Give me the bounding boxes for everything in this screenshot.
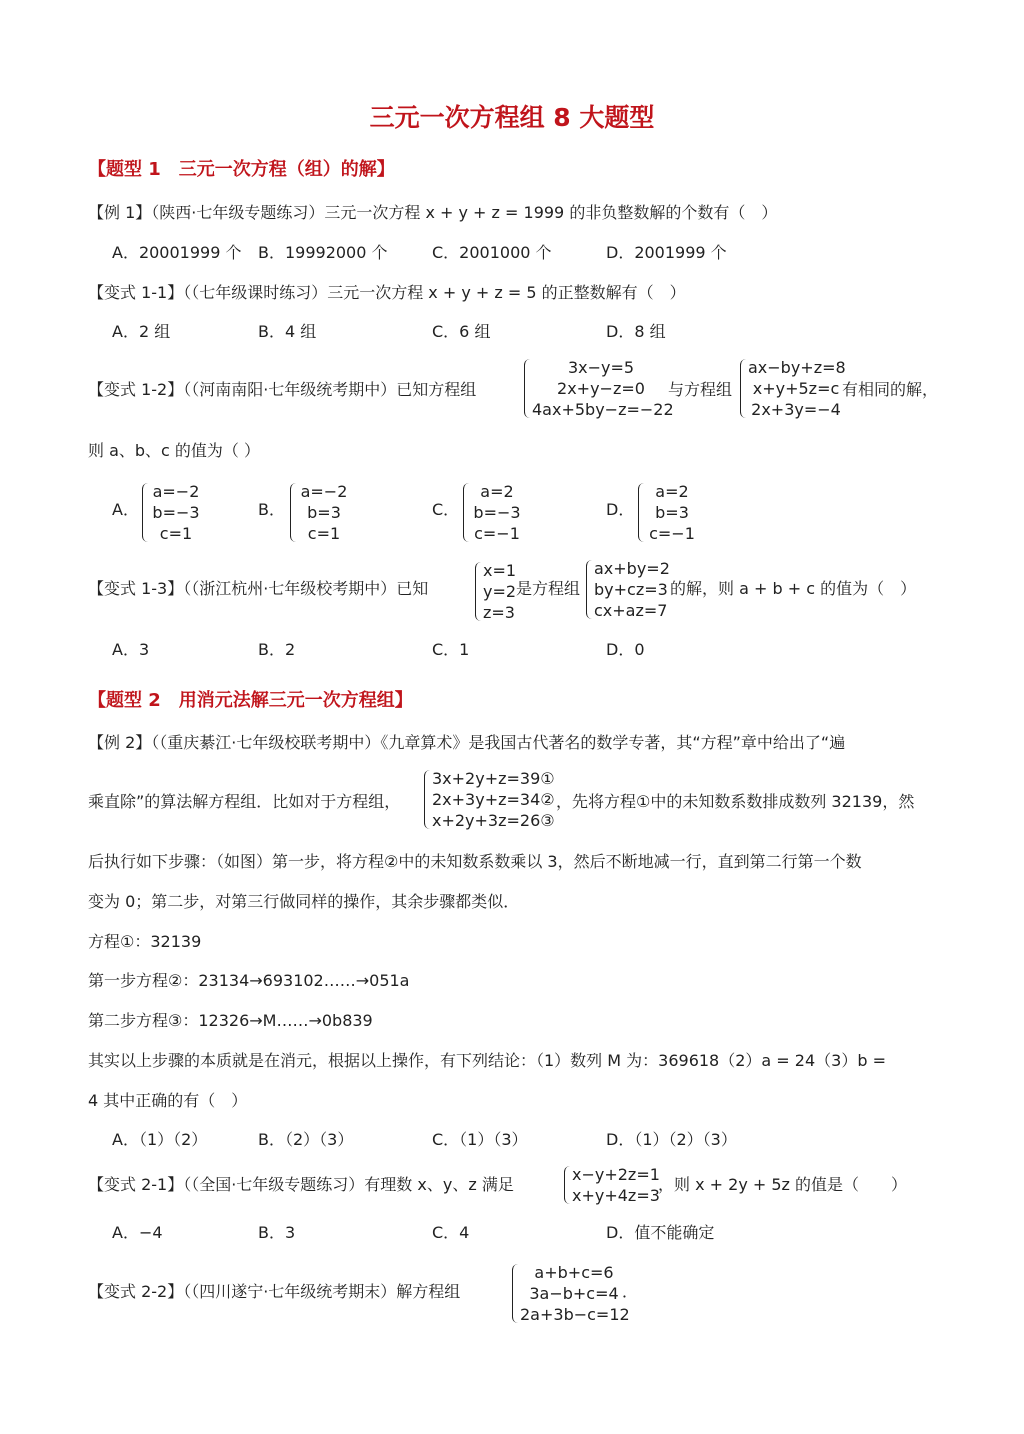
variant-2-1-suffix: ，则 x + 2y + 5z 的值是（ ） — [658, 1175, 908, 1194]
equation: a+b+c=6 — [534, 1263, 614, 1282]
equation: a=2 — [480, 482, 514, 501]
variant-1-3-mid: 是方程组 — [516, 579, 581, 598]
equation-system — [524, 357, 674, 420]
variant-1-3-prefix: 【变式 1-3】（（浙江杭州·七年级校考期中）已知 — [88, 579, 429, 598]
equation: b=−3 — [473, 503, 521, 522]
option-a: A．2 组 — [112, 322, 171, 341]
equation: 4ax+5by−z=−22 — [532, 400, 674, 419]
option-a: A．−4 — [112, 1223, 163, 1242]
example-2-line-1: 【例 2】（（重庆綦江·七年级校联考期中）《九章算术》是我国古代著名的数学专著，其“方程”章中给出了“遍 — [88, 733, 846, 752]
example-2-line-4: 变为 0；第二步，对第三行做同样的操作，其余步骤都类似． — [88, 892, 520, 911]
option-c-label: C． — [432, 500, 460, 519]
option-a-label: A． — [112, 500, 139, 519]
option-c: C．（1）（3） — [432, 1130, 528, 1149]
equation: b=3 — [655, 503, 689, 522]
variant-2-1-prefix: 【变式 2-1】（（全国·七年级专题练习）有理数 x、y、z 满足 — [88, 1175, 514, 1194]
equation: x=1 — [483, 561, 517, 580]
option-c: C．6 组 — [432, 322, 491, 341]
example-2-line-7: 第二步方程③：12326→M……→0b839 — [88, 1011, 373, 1030]
equation: ax+by=2 — [594, 559, 670, 578]
equation: ax−by+z=8 — [748, 358, 846, 377]
equation-system — [424, 768, 562, 831]
equation: by+cz=3 — [594, 580, 668, 599]
equation-system — [740, 357, 844, 420]
option-c-system — [463, 481, 523, 544]
option-b: B．19992000 个 — [258, 243, 388, 262]
equation: b=3 — [307, 503, 341, 522]
page-title: 三元一次方程组 8 大题型 — [369, 103, 655, 132]
variant-1-3-suffix: 的解，则 a + b + c 的值为（ ） — [670, 579, 917, 598]
option-a: A．3 — [112, 640, 150, 659]
equation-system — [564, 1164, 664, 1206]
equation: b=−3 — [152, 503, 200, 522]
equation: 3x−y=5 — [567, 358, 635, 377]
option-b-system — [290, 481, 350, 544]
option-b-label: B． — [258, 500, 285, 519]
equation: 2x+3y=−4 — [751, 400, 841, 419]
example-1-question: 【例 1】（陕西·七年级专题练习）三元一次方程 x + y + z = 1999 的非负整数解的个数有（ ） — [88, 203, 778, 222]
equation: x−y+2z=1 — [572, 1165, 660, 1184]
equation: a=−2 — [152, 482, 200, 501]
equation: 3x+2y+z=39① — [432, 769, 555, 788]
equation: a=−2 — [300, 482, 348, 501]
equation: c=−1 — [474, 524, 520, 543]
option-d: D．（1）（2）（3） — [606, 1130, 737, 1149]
equation: 3a−b+c=4 — [529, 1284, 619, 1303]
equation: z=3 — [483, 603, 515, 622]
variant-1-2-suffix: 有相同的解， — [842, 380, 939, 399]
example-2-line-6: 第一步方程②：23134→693102……→051a — [88, 971, 410, 990]
option-d: D．2001999 个 — [606, 243, 727, 262]
option-b: B．3 — [258, 1223, 296, 1242]
option-a-system — [142, 481, 202, 544]
option-a: A．20001999 个 — [112, 243, 242, 262]
section-1-heading: 【题型 1 三元一次方程（组）的解】 — [88, 159, 395, 180]
equation-system — [586, 558, 676, 621]
variant-2-2-suffix: ． — [622, 1282, 639, 1301]
option-c: C．1 — [432, 640, 470, 659]
equation: y=2 — [483, 582, 517, 601]
equation: cx+az=7 — [594, 601, 668, 620]
option-d-system — [638, 481, 698, 544]
section-2-heading: 【题型 2 用消元法解三元一次方程组】 — [88, 690, 413, 711]
option-d: D．值不能确定 — [606, 1223, 715, 1242]
option-b: B．4 组 — [258, 322, 317, 341]
option-c: C．4 — [432, 1223, 470, 1242]
option-b: B．（2）（3） — [258, 1130, 354, 1149]
equation: c=1 — [159, 524, 193, 543]
option-a: A．（1）（2） — [112, 1130, 208, 1149]
variant-1-2-line2: 则 a、b、c 的值为（ ） — [88, 441, 261, 460]
equation: 2x+3y+z=34② — [432, 790, 555, 809]
equation: c=1 — [307, 524, 341, 543]
equation: a=2 — [655, 482, 689, 501]
equation: x+2y+3z=26③ — [432, 811, 555, 830]
example-2-line-2-prefix: 乘直除”的算法解方程组．比如对于方程组， — [88, 792, 401, 811]
example-2-line-2-suffix: ，先将方程①中的未知数系数排成数列 32139，然 — [556, 792, 915, 811]
equation: x+y+4z=3 — [572, 1186, 660, 1205]
option-c: C．2001000 个 — [432, 243, 552, 262]
variant-1-2-mid: 与方程组 — [668, 380, 733, 399]
option-d-label: D． — [606, 500, 635, 519]
option-d: D．0 — [606, 640, 645, 659]
option-d: D．8 组 — [606, 322, 666, 341]
equation-system — [512, 1262, 628, 1325]
variant-1-1-question: 【变式 1-1】（（七年级课时练习）三元一次方程 x + y + z = 5 的正整数解有（ ） — [88, 283, 686, 302]
equation: c=−1 — [649, 524, 695, 543]
example-2-line-3: 后执行如下步骤：（如图）第一步，将方程②中的未知数系数乘以 3，然后不断地减一行，直到第二行第一个数 — [88, 852, 862, 871]
equation: x+y+5z=c — [752, 379, 840, 398]
example-2-line-9: 4 其中正确的有（ ） — [88, 1091, 248, 1110]
equation: 2a+3b−c=12 — [520, 1305, 630, 1324]
variant-2-2-prefix: 【变式 2-2】（（四川遂宁·七年级统考期末）解方程组 — [88, 1282, 461, 1301]
variant-1-2-prefix: 【变式 1-2】（（河南南阳·七年级统考期中）已知方程组 — [88, 380, 477, 399]
option-b: B．2 — [258, 640, 296, 659]
example-2-line-5: 方程①：32139 — [88, 932, 202, 951]
equation: 2x+y−z=0 — [557, 379, 645, 398]
example-2-line-8: 其实以上步骤的本质就是在消元，根据以上操作，有下列结论：（1）数列 M 为：369618（2）a = 24（3）b = — [88, 1051, 886, 1070]
